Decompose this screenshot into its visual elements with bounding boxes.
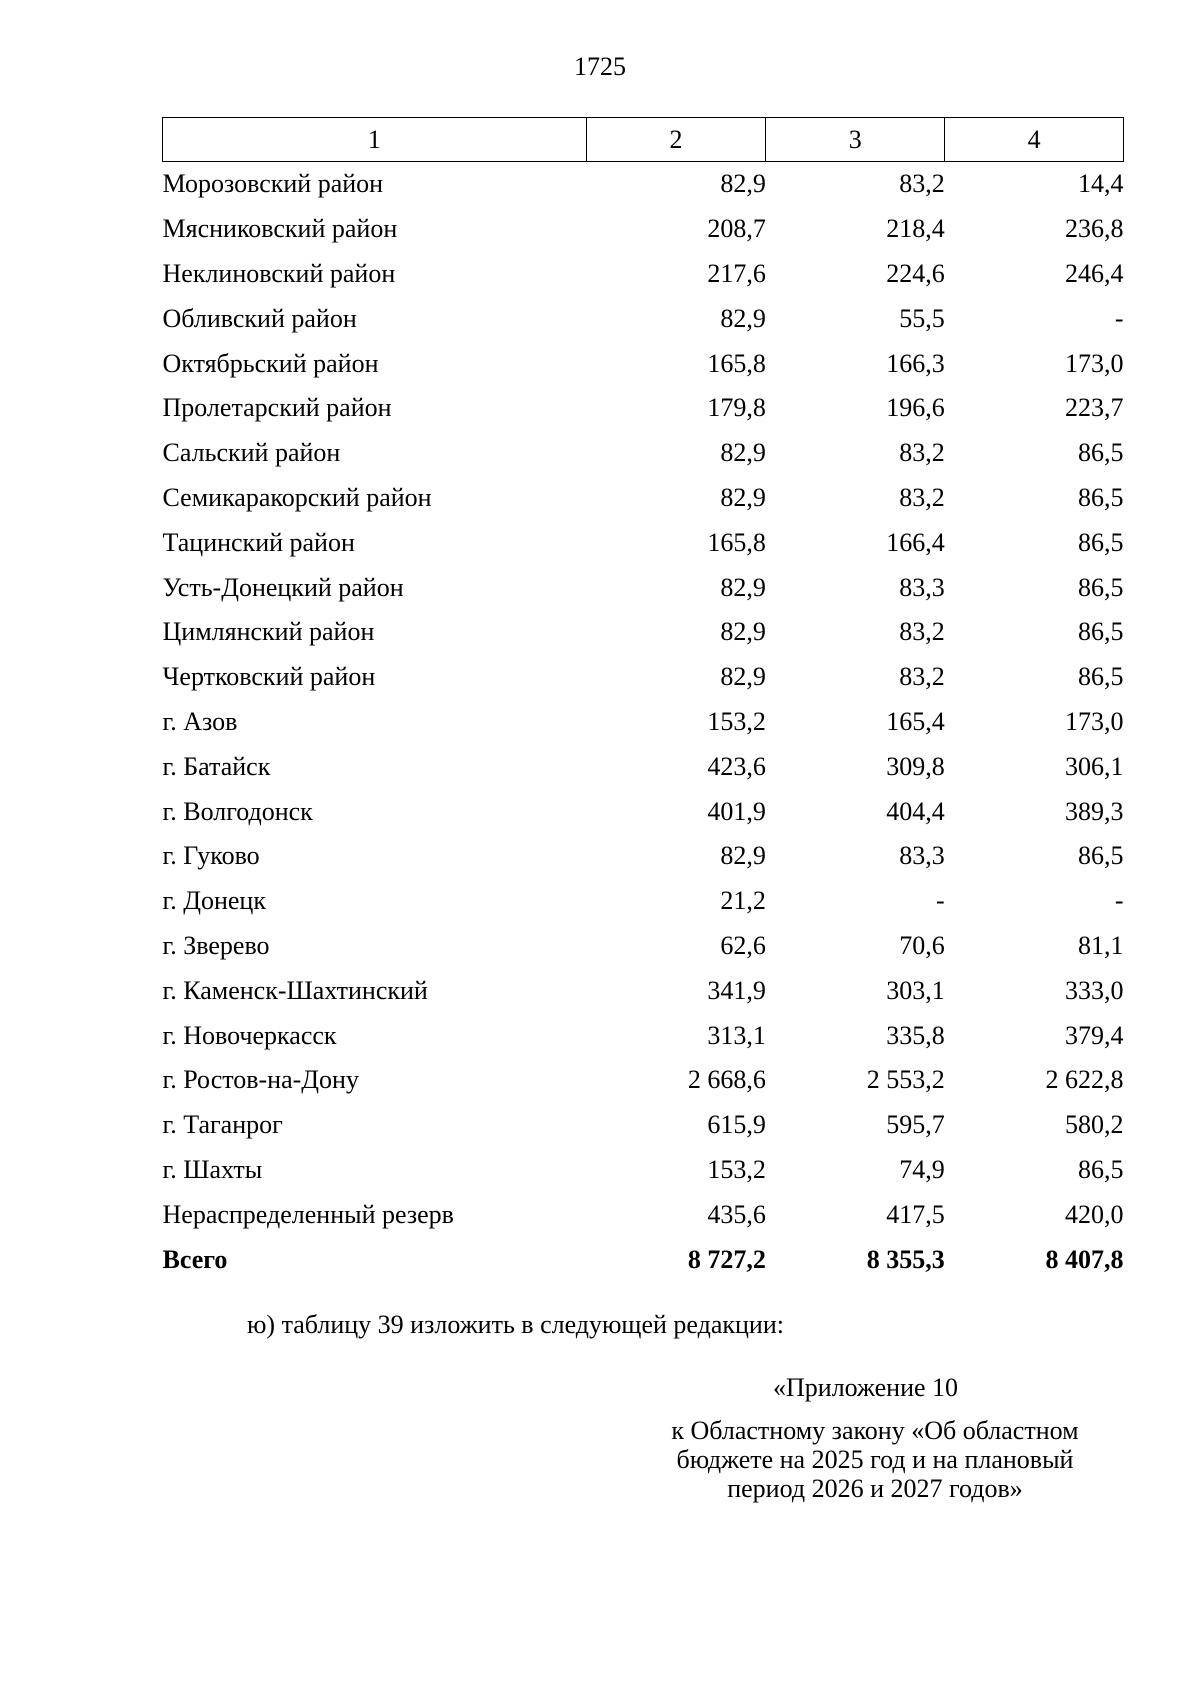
- value-cell-col2: 435,6: [707, 1199, 766, 1229]
- value-cell-col3: 224,6: [886, 258, 945, 288]
- value-cell-col4: 333,0: [1065, 975, 1124, 1005]
- value-cell-col3: 417,5: [886, 1199, 945, 1229]
- table-row: [163, 744, 1124, 789]
- value-cell-col2: 153,2: [707, 1154, 766, 1184]
- table-row: [163, 252, 1124, 297]
- row-name-cell: г. Таганрог: [162, 1110, 283, 1140]
- column-header-4: 4: [945, 118, 1124, 162]
- value-cell-col2: 313,1: [707, 1020, 766, 1050]
- row-name-cell: г. Зверево: [162, 930, 270, 960]
- value-cell-col4: 306,1: [1065, 751, 1124, 781]
- table-row: [163, 386, 1124, 431]
- row-name-cell: г. Азов: [162, 706, 238, 736]
- value-cell-col2: 423,6: [707, 751, 766, 781]
- value-cell-col4: -: [1114, 303, 1124, 333]
- table-row: [163, 296, 1124, 341]
- value-cell-col2: 217,6: [707, 258, 766, 288]
- value-cell-col4: 86,5: [1078, 438, 1124, 468]
- appendix-reference-line: бюджете на 2025 год и на плановый: [676, 1445, 1074, 1474]
- table-row: [163, 879, 1124, 924]
- row-name-cell: г. Новочеркасск: [162, 1020, 337, 1050]
- value-cell-col4: 236,8: [1065, 214, 1124, 244]
- value-cell-col4: 8 407,8: [1045, 1244, 1124, 1274]
- value-cell-col2: 179,8: [707, 393, 766, 423]
- row-name-cell: г. Батайск: [162, 751, 271, 781]
- value-cell-col3: 404,4: [886, 796, 945, 826]
- row-name-cell: Цимлянский район: [162, 617, 375, 647]
- value-cell-col2: 341,9: [707, 975, 766, 1005]
- value-cell-col2: 21,2: [720, 886, 766, 916]
- value-cell-col4: 81,1: [1078, 930, 1124, 960]
- value-cell-col4: 14,4: [1078, 169, 1124, 199]
- table-row: [163, 655, 1124, 700]
- value-cell-col4: 420,0: [1065, 1199, 1124, 1229]
- column-header-3: 3: [766, 118, 945, 162]
- value-cell-col2: 82,9: [720, 482, 766, 512]
- table-row: [163, 1103, 1124, 1148]
- table-header-row: [163, 118, 1124, 162]
- value-cell-col4: 86,5: [1078, 1154, 1124, 1184]
- row-name-cell: г. Ростов-на-Дону: [162, 1065, 359, 1095]
- appendix-reference-line: к Областному закону «Об областном: [671, 1416, 1079, 1445]
- table-row: [163, 431, 1124, 476]
- table-row: [163, 162, 1124, 207]
- value-cell-col3: 335,8: [886, 1020, 945, 1050]
- value-cell-col3: 83,2: [899, 438, 945, 468]
- table-body: [163, 162, 1124, 1282]
- row-name-cell: г. Донецк: [162, 886, 266, 916]
- value-cell-col3: 166,4: [886, 527, 945, 557]
- row-name-cell: Пролетарский район: [162, 393, 392, 423]
- value-cell-col3: 218,4: [886, 214, 945, 244]
- value-cell-col4: 173,0: [1065, 348, 1124, 378]
- column-header-1: 1: [163, 118, 587, 162]
- value-cell-col3: 166,3: [886, 348, 945, 378]
- value-cell-col2: 165,8: [707, 348, 766, 378]
- table-row: [163, 207, 1124, 252]
- value-cell-col2: 82,9: [720, 572, 766, 602]
- value-cell-col4: 580,2: [1065, 1110, 1124, 1140]
- value-cell-col3: 83,2: [899, 617, 945, 647]
- table-row: [163, 1058, 1124, 1103]
- row-name-cell: г. Волгодонск: [162, 796, 313, 826]
- value-cell-col4: 2 622,8: [1045, 1065, 1124, 1095]
- row-name-cell: Усть-Донецкий район: [162, 572, 404, 602]
- value-cell-col2: 82,9: [720, 438, 766, 468]
- value-cell-col2: 82,9: [720, 662, 766, 692]
- value-cell-col2: 2 668,6: [687, 1065, 766, 1095]
- table-row: [163, 834, 1124, 879]
- value-cell-col3: 196,6: [886, 393, 945, 423]
- value-cell-col3: 8 355,3: [866, 1244, 945, 1274]
- table-row: [163, 341, 1124, 386]
- total-row: [163, 1237, 1124, 1282]
- row-name-cell: г. Гуково: [162, 841, 260, 871]
- appendix-reference-line: период 2026 и 2027 годов»: [727, 1474, 1023, 1503]
- value-cell-col4: 86,5: [1078, 617, 1124, 647]
- value-cell-col3: 165,4: [886, 706, 945, 736]
- value-cell-col2: 8 727,2: [687, 1244, 766, 1274]
- value-cell-col3: 595,7: [886, 1110, 945, 1140]
- value-cell-col3: 83,3: [899, 572, 945, 602]
- table-row: [163, 789, 1124, 834]
- table-row: [163, 968, 1124, 1013]
- table-row: [163, 1148, 1124, 1193]
- budget-table: [162, 117, 1124, 1282]
- page-number: 1725: [574, 52, 626, 81]
- row-name-cell: Мясниковский район: [162, 214, 398, 244]
- table-row: [163, 610, 1124, 655]
- value-cell-col3: 309,8: [886, 751, 945, 781]
- row-name-cell: Тацинский район: [162, 527, 355, 557]
- table-row: [163, 924, 1124, 969]
- row-name-cell: Чертковский район: [162, 662, 376, 692]
- value-cell-col2: 82,9: [720, 169, 766, 199]
- value-cell-col4: 86,5: [1078, 527, 1124, 557]
- value-cell-col3: 55,5: [899, 303, 945, 333]
- row-name-cell: Октябрьский район: [162, 348, 379, 378]
- value-cell-col2: 153,2: [707, 706, 766, 736]
- value-cell-col3: 2 553,2: [866, 1065, 945, 1095]
- value-cell-col4: 379,4: [1065, 1020, 1124, 1050]
- value-cell-col3: -: [936, 886, 945, 916]
- value-cell-col2: 62,6: [720, 930, 766, 960]
- row-name-cell: Обливский район: [162, 303, 357, 333]
- value-cell-col4: 246,4: [1065, 258, 1124, 288]
- value-cell-col2: 82,9: [720, 303, 766, 333]
- value-cell-col4: 173,0: [1065, 706, 1124, 736]
- row-name-cell: Морозовский район: [162, 169, 384, 199]
- row-name-cell: г. Шахты: [162, 1154, 263, 1184]
- table-row: [163, 565, 1124, 610]
- value-cell-col3: 83,2: [899, 169, 945, 199]
- row-name-cell: Неклиновский район: [162, 258, 396, 288]
- value-cell-col4: -: [1114, 886, 1124, 916]
- table-row: [163, 1192, 1124, 1237]
- table-row: [163, 476, 1124, 521]
- value-cell-col3: 303,1: [886, 975, 945, 1005]
- appendix-reference: [635, 1416, 1115, 1503]
- value-cell-col4: 86,5: [1078, 662, 1124, 692]
- value-cell-col2: 208,7: [707, 214, 766, 244]
- appendix-title: «Приложение 10: [773, 1373, 959, 1402]
- table-row: [163, 1013, 1124, 1058]
- row-name-cell: Семикаракорский район: [162, 482, 432, 512]
- value-cell-col3: 83,2: [899, 482, 945, 512]
- value-cell-col2: 615,9: [707, 1110, 766, 1140]
- value-cell-col3: 83,3: [899, 841, 945, 871]
- row-name-cell: Всего: [162, 1244, 228, 1274]
- value-cell-col2: 401,9: [707, 796, 766, 826]
- column-header-2: 2: [586, 118, 766, 162]
- row-name-cell: Сальский район: [162, 438, 341, 468]
- value-cell-col4: 86,5: [1078, 841, 1124, 871]
- value-cell-col3: 74,9: [899, 1154, 945, 1184]
- value-cell-col2: 165,8: [707, 527, 766, 557]
- value-cell-col4: 223,7: [1065, 393, 1124, 423]
- value-cell-col2: 82,9: [720, 841, 766, 871]
- row-name-cell: Нераспределенный резерв: [162, 1199, 454, 1229]
- row-name-cell: г. Каменск-Шахтинский: [162, 975, 428, 1005]
- value-cell-col4: 86,5: [1078, 572, 1124, 602]
- amendment-instruction: ю) таблицу 39 изложить в следующей редакции:: [247, 1310, 784, 1339]
- table-row: [163, 700, 1124, 745]
- value-cell-col4: 389,3: [1065, 796, 1124, 826]
- value-cell-col3: 83,2: [899, 662, 945, 692]
- value-cell-col4: 86,5: [1078, 482, 1124, 512]
- table-row: [163, 520, 1124, 565]
- value-cell-col2: 82,9: [720, 617, 766, 647]
- value-cell-col3: 70,6: [899, 930, 945, 960]
